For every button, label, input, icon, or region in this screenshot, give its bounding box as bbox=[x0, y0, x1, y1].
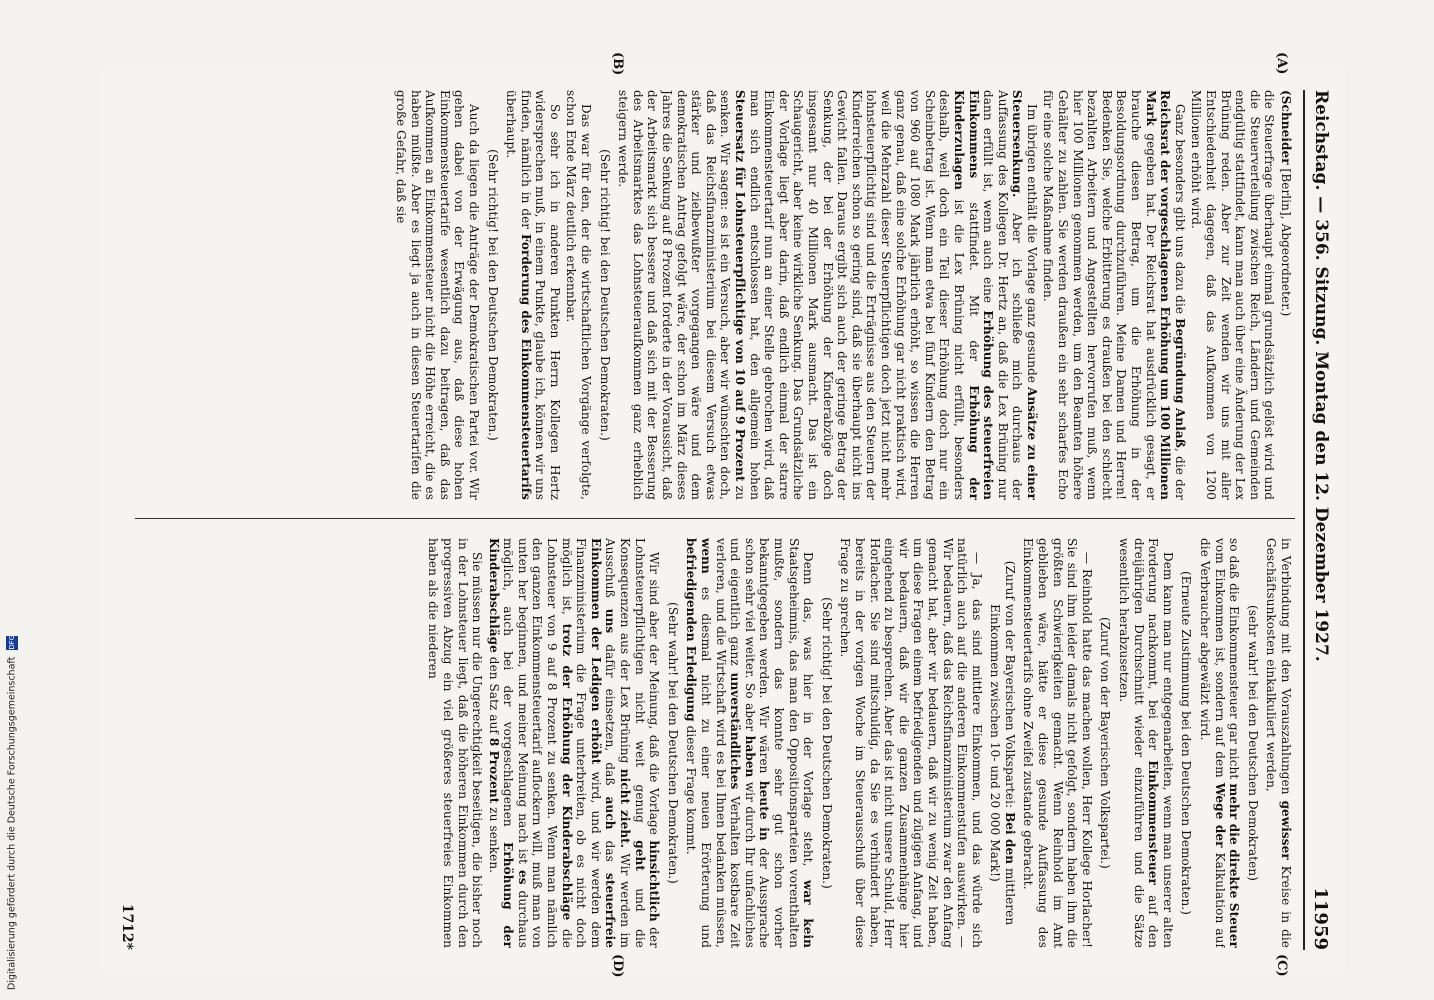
paragraph: Wir sind aber der Meinung, daß die Vorlage hinsichtlich der Lohnsteuerpflichtigen nicht weit genug geht und die Konsequenzen aus der Lex Brüning nicht zieht. Wir werden im Ausschuß uns dafür einsetzen, daß auch das steuerfreie Einkommen der Ledigen erhöht wird, und wir werden dem Finanzministerium die Frage unterbreiten, ob es nicht doch möglich ist, trotz der Erhöhung der Kinderabschläge die Lohnsteuer von 9 auf 8 Prozent zu senken. Wenn man nämlich den ganzen Einkommensteuertarif auflockern will, muß man von unten her beginnen, und meiner Meinung nach ist es durchaus möglich, auch bei der vorgeschlagenen Erhöhung der Kinderabschläge den Satz auf 8 Prozent zu senken. bbox=[486, 538, 662, 948]
digitization-credit bbox=[6, 610, 26, 990]
paragraph: die Steuerfrage überhaupt einmal grundsätzlich gelöst wird und die Steuerverteilung zwischen Reich, Ländern und Gemeinden endgültig stattfindet, kann man auch über eine Änderung der Lex Brüning reden. Aber zur Zeit wenden wir uns mit aller Entschiedenheit dagegen, daß das Aufkommen von 1200 Millionen erhöht wird. bbox=[1189, 90, 1277, 500]
paragraph: — Ja, das sind mittlere Einkommen, und das würde sich natürlich auch auf die anderen Einkommenstufen auswirken. — Wir bedauern, daß das Reichsfinanzministerium zwar den Anfang gemacht hat, aber wir bedauern, daß wir zu wenig Zeit haben, um diese Fragen einem befriedigenden und zügigen Anfang, und wir bedauern, daß wir die ganzen Zusammenhänge hier eingehend zu besprechen. Aber das ist nicht unsere Schuld, Herr Horlacher. Sie sind mitschuldig, da Sie es verhindert haben, bereits in der vorigen Woche im Steuerausschuß über diese Frage zu sprechen. bbox=[838, 538, 984, 948]
scanned-page bbox=[100, 52, 1345, 978]
paragraph: Sie müssen nur die Ungerechtigkeit beseitigen, die bisher noch in der Lohnsteuer liegt, daß die höheren Einkommen durch den progressiven Abzug ein viel größeres steuerfreies Einkommen haben als die niederen bbox=[426, 538, 485, 948]
interjection: (Zuruf von der Bayerischen Volkspartei.) bbox=[1098, 617, 1113, 869]
margin-mark-d: (D) bbox=[610, 954, 625, 978]
paragraph: so daß die Einkommensteuer gar nicht mehr die direkte Steuer vom Einkommen ist, sondern auf dem Wege der Kalkulation auf die Verbraucher abgewälzt wird. bbox=[1198, 538, 1242, 948]
page-header bbox=[1307, 90, 1331, 950]
text-column-left bbox=[163, 90, 1293, 500]
column-divider bbox=[135, 518, 1295, 519]
text-column-right bbox=[163, 538, 1293, 948]
interjection: (sehr wahr! bei den Deutschen Demokraten) bbox=[1245, 605, 1260, 881]
paragraph: Das war für den, der die wirtschaftlichen Vorgänge verfolgte, schon Ende März deutlich erkennbar. bbox=[564, 90, 594, 500]
paragraph: in Verbindung mit den Vorauszahlungen gewisser Kreise in die Geschäftsunkosten einkalkuliert werden, bbox=[1264, 538, 1293, 948]
interjection: (Erneute Zustimmung bei den Deutschen Demokraten.) bbox=[1179, 571, 1194, 915]
paragraph: Auch da liegen die Anträge der Demokratischen Partei vor. Wir gehen dabei von der Erwägung aus, daß diese hohen Einkommensteuertarife wesentlich dazu beitragen, daß das Aufkommen an Einkommensteuer nicht die Höhe erreicht, die es haben müßte. Aber es liegt ja auch in diesen Steuertarifen die große Gefahr, daß sie bbox=[393, 90, 481, 500]
margin-mark-b: (B) bbox=[610, 52, 625, 76]
paragraph: Dem kann man nur entgegenarbeiten, wenn man unserer alten Forderung nachkommt, bei der Einkommensteuer auf den dreijährigen Durchschnitt wieder einzuführen und die Sätze wesentlich herabzusetzen. bbox=[1117, 538, 1175, 948]
margin-mark-a: (A) bbox=[1274, 52, 1289, 75]
interjection: (Sehr wahr! bei den Deutschen Demokraten.) bbox=[665, 602, 680, 884]
paragraph: — Reinhold hatte das machen wollen, Herr Kollege Horlacher! Sie sind ihm leider damals nicht gefolgt, sondern haben ihm die größten Schwierigkeiten gemacht. Wenn Reinhold im Amt geblieben wäre, hätte er diese gesunde Auffassung des Einkommensteuertarifs ohne Zweifel zustande gebracht. bbox=[1021, 538, 1094, 948]
sheet-signature: 1712* bbox=[119, 903, 135, 950]
paragraph: (Schneider [Berlin], Abgeordneter.) bbox=[1279, 90, 1293, 317]
running-title: Reichstag. — 356. Sitzung. Montag den 12. Dezember 1927. bbox=[1311, 90, 1331, 662]
interjection: (Zuruf von der Bayerischen Volkspartei: Bei den mittleren Einkommen zwischen 10- und 20 000 Mark!) bbox=[988, 560, 1017, 926]
credit-text: Digitalisierung gefördert durch die Deutsche Forschungsgemeinschaft bbox=[6, 656, 18, 990]
interjection: (Sehr richtig! bei den Deutschen Demokraten.) bbox=[597, 149, 612, 441]
paragraph: Denn das, was hier in der Vorlage steht, war kein Staatsgeheimnis, das man den Oppositionsparteien vorenthalten mußte, sondern das konnte sehr gut schon vorher bekanntgegeben werden. Wir wären heute in der Aussprache schon sehr viel weiter. So aber haben wir durch Ihr unfachliches und eigentlich ganz unverständliches Verhalten kostbare Zeit verloren, und die Wirtschaft wird es bei Ihnen bedanken müssen, wenn es diesmal nicht zu einer neuen Erörterung und befriedigenden Erledigung dieser Frage kommt. bbox=[684, 538, 816, 948]
dfg-logo-icon: DFG bbox=[8, 634, 16, 650]
interjection: (Sehr richtig! bei den Deutschen Demokraten.) bbox=[485, 149, 500, 441]
paragraph: So sehr ich in anderen Punkten Herrn Kollegen Hertz widersprechen muß, in einem Punkte, glaube ich, können wir uns finden, nämlich in der Forderung des Einkommensteuertarifs überhaupt. bbox=[504, 90, 562, 500]
page-number: 11959 bbox=[1310, 887, 1331, 950]
margin-mark-c: (C) bbox=[1274, 954, 1289, 977]
header-rule bbox=[1303, 90, 1305, 950]
interjection: (Sehr richtig! bei den Deutschen Demokraten.) bbox=[819, 597, 834, 889]
paragraph: Im übrigen enthält die Vorlage ganz gesunde Ansätze zu einer Steuersenkung. Aber ich schließe mich durchaus der Auffassung des Kollegen Dr. Hertz an, daß die Lex Brüning nur dann erfüllt ist, wenn auch eine Erhöhung des steuerfreien Einkommens stattfindet. Mit der Erhöhung der Kinderzulagen ist die Lex Brüning nicht erfüllt, besonders deshalb, weil doch ein Teil dieser Erhöhung doch nur ein Scheinbetrag ist. Wenn man etwa bei fünf Kindern den Betrag von 960 auf 1080 Mark jährlich erhöht, so wissen die Herren ganz genau, daß eine solche Erhöhung gar nicht praktisch wird, weil die Mehrzahl dieser Steuerpflichtigen doch jetzt nicht mehr lohnsteuerpflichtig sind und die Erträgnisse aus den Steuern der Kinderreichen schon so gering sind, daß sie überhaupt nicht ins Gewicht fallen. Daraus ergibt sich auch der geringe Betrag der Senkung, der bei der Erhöhung der Kinderabzüge doch insgesamt nur 40 Millionen Mark ausmacht. Das ist ein Schaugericht, aber keine wirkliche Senkung. Das Grundsätzliche der Vorlage liegt aber darin, daß endlich einmal der starre Einkommensteuertarif nun an einer Stelle gebrochen wird, daß man sich endlich entschlossen hat, den allgemein hohen Steuersatz für Lohnsteuerpflichtige von 10 auf 9 Prozent zu senken. Wir sagen: es ist ein Versuch, aber wir wünschten doch, daß das Reichsfinanzministerium bei diesem Versuch etwas stärker und zielbewußter vorgegangen wäre und dem demokratischen Antrag gefolgt wäre, der schon im März dieses Jahres die Senkung auf 8 Prozent forderte in der Voraussicht, daß der Arbeitsmarkt sich bessere und daß sich mit der Besserung des Arbeitsmarktes das Lohnsteueraufkommen ganz erheblich steigern werde. bbox=[616, 90, 1039, 500]
paragraph: Ganz besonders gibt uns dazu die Begründung Anlaß, die der Reichsrat der vorgeschlagenen Erhöhung um 100 Millionen Mark gegeben hat. Der Reichsrat hat ausdrücklich gesagt, er brauche diesen Betrag, um die Erhöhung in der Besoldungsordnung durchzuführen. Meine Damen und Herren! Bedenken Sie, welche Erbitterung es draußen bei den schlecht bezahlten Arbeitern und Angestellten hervorrufen muß, wenn hier 100 Millionen genommen werden, um den Beamten höhere Gehälter zu zahlen. Sie werden draußen ein sehr scharfes Echo für eine solche Maßnahme finden. bbox=[1041, 90, 1187, 500]
